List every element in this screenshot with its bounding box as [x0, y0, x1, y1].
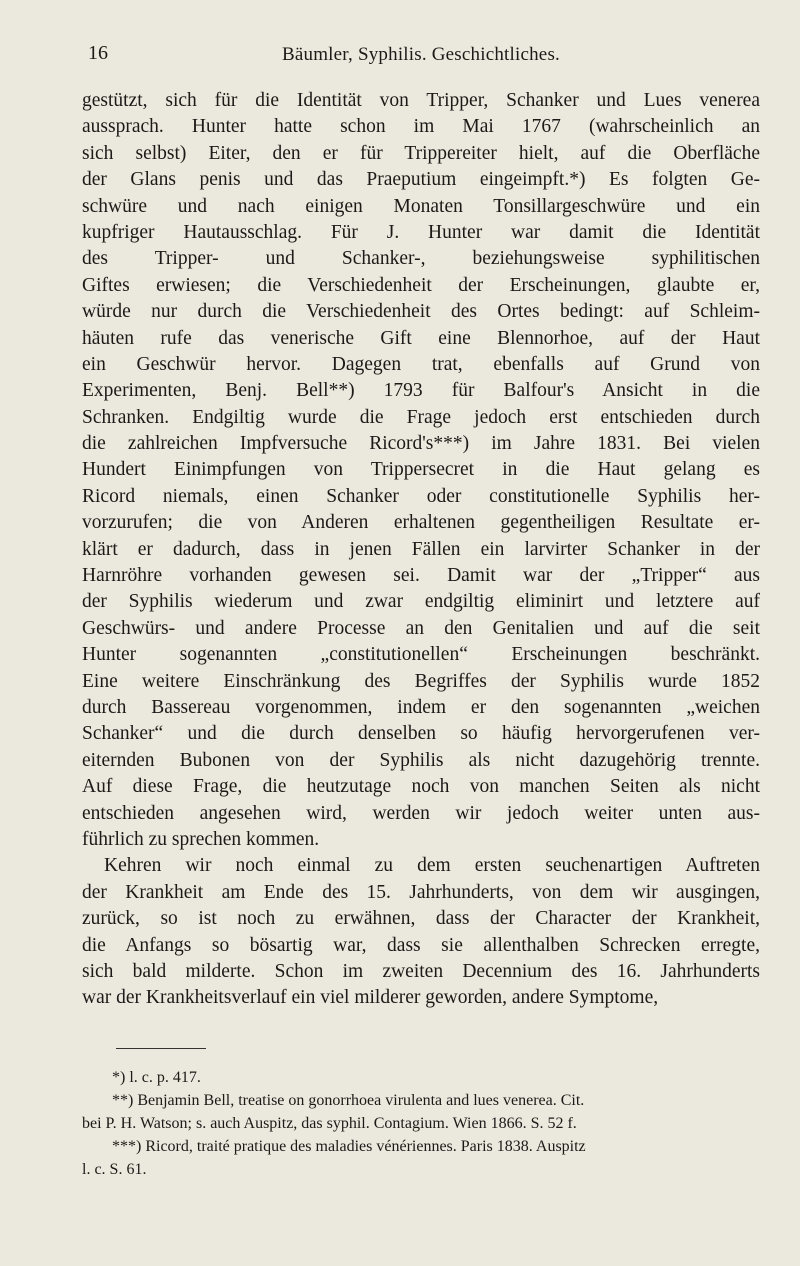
text-line: häuten rufe das venerische Gift eine Blennorhoe, auf der Haut	[82, 327, 760, 349]
text-line: gestützt, sich für die Identität von Tripper, Schanker und Lues venerea	[82, 90, 760, 111]
footnote-line: ***) Ricord, traité pratique des maladies vénériennes. Paris 1838. Auspitz	[112, 1138, 586, 1155]
text-line: entschieden angesehen wird, werden wir jedoch weiter unten aus-	[82, 802, 760, 824]
text-line: eiternden Bubonen von der Syphilis als nicht dazugehörig trennte.	[82, 749, 760, 771]
text-line: Schanker“ und die durch denselben so häufig hervorgerufenen ver-	[82, 723, 760, 745]
text-line: führlich zu sprechen kommen.	[82, 828, 320, 850]
footnote-line: *) l. c. p. 417.	[112, 1069, 201, 1086]
text-line: vorzurufen; die von Anderen erhaltenen gegentheiligen Resultate er-	[82, 512, 760, 534]
footnote-line: bei P. H. Watson; s. auch Auspitz, das syphil. Contagium. Wien 1866. S. 52 f.	[82, 1115, 577, 1132]
text-line: Harnröhre vorhanden gewesen sei. Damit war der „Tripper“ aus	[82, 565, 760, 587]
footnote-line: **) Benjamin Bell, treatise on gonorrhoea virulenta and lues venerea. Cit.	[112, 1092, 585, 1109]
text-line: schwüre und nach einigen Monaten Tonsillargeschwüre und ein	[82, 195, 760, 217]
text-line: sich selbst) Eiter, den er für Trippereiter hielt, auf die Oberfläche	[82, 142, 760, 164]
text-line: die Anfangs so bösartig war, dass sie allenthalben Schrecken erregte,	[82, 934, 760, 956]
text-line: die zahlreichen Impfversuche Ricord's***) im Jahre 1831. Bei vielen	[82, 433, 760, 455]
text-line: des Tripper- und Schanker-, beziehungsweise syphilitischen	[82, 248, 760, 270]
text-line: Schranken. Endgiltig wurde die Frage jedoch erst entschieden durch	[82, 406, 760, 428]
text-line: Auf diese Frage, die heutzutage noch von manchen Seiten als nicht	[82, 776, 760, 798]
text-line: Kehren wir noch einmal zu dem ersten seuchenartigen Auftreten	[104, 855, 760, 877]
text-line: klärt er dadurch, dass in jenen Fällen ein larvirter Schanker in der	[82, 538, 760, 560]
text-line: würde nur durch die Verschiedenheit des Ortes bedingt: auf Schleim-	[82, 301, 760, 323]
text-line: Ricord niemals, einen Schanker oder constitutionelle Syphilis her-	[82, 485, 760, 507]
text-line: sich bald milderte. Schon im zweiten Decennium des 16. Jahrhunderts	[82, 960, 760, 982]
footnotes	[82, 1066, 760, 1181]
text-line: Eine weitere Einschränkung des Begriffes der Syphilis wurde 1852	[82, 670, 760, 692]
text-line: der Glans penis und das Praeputium eingeimpft.*) Es folgten Ge-	[82, 169, 760, 191]
text-line: Hunter sogenannten „constitutionellen“ Erscheinungen beschränkt.	[82, 644, 760, 666]
footnote-line: l. c. S. 61.	[82, 1161, 147, 1178]
page-number: 16	[88, 42, 108, 64]
text-line: Geschwürs- und andere Processe an den Genitalien und auf die seit	[82, 617, 760, 639]
text-line: der Syphilis wiederum und zwar endgiltig eliminirt und letztere auf	[82, 591, 760, 613]
page-header	[82, 42, 760, 72]
text-line: Hundert Einimpfungen von Trippersecret in die Haut gelang es	[82, 459, 760, 481]
text-line: durch Bassereau vorgenommen, indem er den sogenannten „weichen	[82, 696, 760, 718]
text-line: ein Geschwür hervor. Dagegen trat, ebenfalls auf Grund von	[82, 353, 760, 375]
text-line: Experimenten, Benj. Bell**) 1793 für Balfour's Ansicht in die	[82, 380, 760, 402]
text-line: aussprach. Hunter hatte schon im Mai 1767 (wahrscheinlich an	[82, 116, 760, 138]
text-line: kupfriger Hautausschlag. Für J. Hunter war damit die Identität	[82, 221, 760, 243]
text-line: zurück, so ist noch zu erwähnen, dass der Character der Krankheit,	[82, 908, 760, 930]
text-line: war der Krankheitsverlauf ein viel milderer geworden, andere Symptome,	[82, 987, 659, 1009]
text-line: der Krankheit am Ende des 15. Jahrhunderts, von dem wir ausgingen,	[82, 881, 760, 903]
text-line: Giftes erwiesen; die Verschiedenheit der Erscheinungen, glaubte er,	[82, 274, 760, 296]
running-title: Bäumler, Syphilis. Geschichtliches.	[281, 44, 560, 65]
body-text	[82, 88, 760, 1012]
footnote-separator	[116, 1048, 206, 1049]
